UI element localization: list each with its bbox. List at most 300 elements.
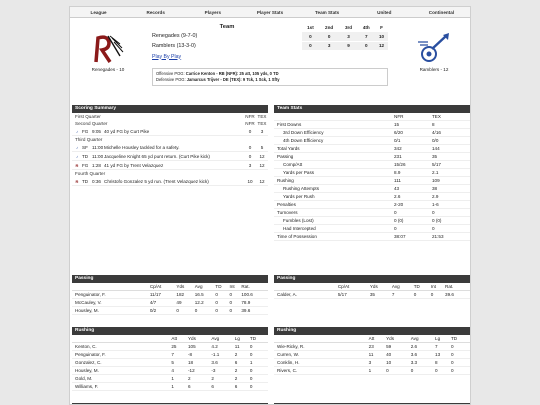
team-stat-away-value: 21:53	[432, 234, 444, 239]
stat-cell: 16.5	[195, 290, 216, 298]
quarter-col-away: TEX	[257, 114, 267, 119]
stat-cell: 0	[195, 306, 216, 314]
team-stat-label: Rushing	[277, 178, 294, 183]
player-name[interactable]: Housley, M.	[72, 366, 171, 374]
stat-cell: 0	[176, 306, 194, 314]
stat-cell: 0	[215, 298, 229, 306]
stat-cell: 10	[386, 358, 411, 366]
team-stat-away-value: 0 (0)	[432, 218, 442, 223]
score-cell: 7	[358, 32, 375, 41]
scoring-play	[72, 177, 268, 186]
stat-cell: 2	[211, 374, 234, 382]
team-stat-label: Yards per Pass	[283, 170, 315, 175]
stat-cell: 2	[235, 374, 250, 382]
stat-table-row	[274, 350, 470, 358]
stat-cell: -12	[188, 366, 211, 374]
stat-cell: 0	[414, 290, 431, 298]
play-type: TD	[82, 153, 89, 159]
score-cell: 0	[319, 32, 340, 41]
stat-cell: 182	[176, 290, 194, 298]
stat-column-header: Rat.	[241, 283, 268, 290]
team-stat-row	[274, 169, 470, 177]
team-stats-panel	[274, 105, 470, 241]
away-team-block	[404, 32, 464, 72]
team-stat-away-value: 1-6	[432, 202, 439, 207]
stat-column-header: Yds	[188, 335, 211, 342]
stat-cell: 49	[176, 298, 194, 306]
stat-cell: -3	[211, 366, 234, 374]
nav-united[interactable]: United	[377, 10, 392, 15]
passing-home-title: Passing	[72, 275, 268, 283]
stat-cell: 40	[386, 350, 411, 358]
stat-cell: 0	[215, 290, 229, 298]
rushing-away-title: Rushing	[274, 327, 470, 335]
stat-cell: 0	[230, 298, 242, 306]
nav-records[interactable]: Records	[146, 10, 165, 15]
stat-table-row	[274, 342, 470, 350]
score-table	[152, 22, 388, 51]
scoring-summary-title: Scoring Summary	[72, 105, 268, 113]
play-description: 41 yd FG by Trent Velazquez	[104, 162, 164, 168]
quarter-label: First Quarter	[75, 114, 101, 119]
quarter-header	[72, 120, 268, 127]
nav-player-stats[interactable]: Player Stats	[256, 10, 284, 15]
team-stat-away-value: 0	[432, 226, 435, 231]
team-stat-label: Yards per Rush	[283, 194, 315, 199]
player-name[interactable]: McCauley, V.	[72, 298, 150, 306]
team-stat-label: Penalties	[277, 202, 296, 207]
team-stat-home-value: 111	[394, 178, 401, 183]
stat-table-row	[274, 290, 470, 298]
offensive-pog-value[interactable]: Carrice Kenton - RB (NFR): 25 att, 105 yds, 0 TD	[185, 70, 279, 76]
score-row-away	[152, 41, 388, 50]
team-stat-away-value: 5/17	[432, 162, 441, 167]
stat-cell: 2	[188, 374, 211, 382]
passing-home-table	[72, 283, 268, 315]
away-team-caption: Ramblers - 12	[419, 67, 449, 72]
stat-cell: 3.6	[411, 350, 435, 358]
stat-cell: 0	[386, 366, 411, 374]
player-name[interactable]: Rivers, C.	[274, 366, 369, 374]
score-team-name[interactable]: Ramblers (13-3-0)	[152, 41, 302, 50]
team-stat-away-value: 109	[432, 178, 440, 183]
play-time: 0:36	[92, 178, 101, 184]
stat-column-header: Avg	[195, 283, 216, 290]
scoring-play	[72, 152, 268, 161]
team-stats-col-home: NFR	[394, 114, 404, 119]
play-description: 40 yd FG by Curt Pike	[104, 128, 150, 134]
stat-column-header	[274, 335, 369, 342]
score-final: 12	[375, 41, 388, 50]
team-stat-row	[274, 233, 470, 241]
stat-column-header: TD	[250, 335, 268, 342]
stat-column-header: Avg	[392, 283, 414, 290]
rushing-away-panel	[274, 327, 470, 375]
stat-column-header: Rat.	[445, 283, 470, 290]
team-stat-away-value: 2.9	[432, 194, 439, 199]
stat-column-header: Cp/At	[338, 283, 370, 290]
home-team-block	[78, 32, 138, 72]
player-name[interactable]: Gold, M.	[72, 374, 171, 382]
stat-column-header: Cp/At	[150, 283, 177, 290]
player-name[interactable]: Williams, F.	[72, 382, 171, 390]
passing-away-panel	[274, 275, 470, 299]
score-cell: 0	[302, 32, 319, 41]
rushing-home-title: Rushing	[72, 327, 268, 335]
quarter-header	[72, 136, 268, 143]
team-stat-label: Total Yards	[277, 146, 300, 151]
team-stat-row	[274, 193, 470, 201]
team-stat-away-value: 144	[432, 146, 440, 151]
score-header-q1: 1st	[307, 24, 314, 30]
stat-cell: 0	[431, 290, 445, 298]
stat-cell: 0	[451, 358, 470, 366]
stat-column-header: Int	[230, 283, 242, 290]
play-score-home: 3	[248, 162, 252, 168]
stat-cell: 59	[386, 342, 411, 350]
team-stat-away-value: 35	[432, 154, 438, 159]
stat-table-row	[72, 366, 268, 374]
stat-column-header: Lg	[435, 335, 451, 342]
stat-cell: 0	[451, 350, 470, 358]
team-stat-label: Rushing Attempts	[283, 186, 320, 191]
team-stat-home-value: 2-20	[394, 202, 404, 207]
stat-cell: 0	[250, 366, 268, 374]
play-time: 1:28	[92, 162, 101, 168]
stat-cell: 3.6	[211, 358, 234, 366]
team-stats-header-spacer	[274, 113, 394, 120]
team-stat-home-value: 43	[394, 186, 400, 191]
score-header-q2: 2nd	[325, 24, 334, 30]
stat-cell: 6	[235, 382, 250, 390]
team-stat-home-value: 0	[394, 210, 397, 215]
player-name[interactable]: Gonzalez, C.	[72, 358, 171, 366]
stat-table-header	[72, 283, 268, 290]
stat-cell: 0	[250, 382, 268, 390]
stat-cell: 0	[230, 290, 242, 298]
score-cell: 3	[319, 41, 340, 50]
stat-cell: -1.1	[211, 350, 234, 358]
defensive-pog-label: Defensive POG:	[156, 76, 186, 82]
stat-column-header: TD	[215, 283, 229, 290]
team-stat-away-value: 8	[432, 122, 435, 127]
play-score-home: 0	[248, 153, 252, 159]
nav-team-stats[interactable]: Team Stats	[315, 10, 340, 15]
ramblers-team-icon: ♪	[76, 153, 78, 159]
stat-column-header: Yds	[176, 283, 194, 290]
team-stat-row	[274, 161, 470, 169]
team-stats-col-away: TEX	[432, 114, 441, 119]
stat-column-header	[72, 283, 150, 290]
score-cell: 0	[302, 41, 319, 50]
team-stat-away-value: 38	[432, 186, 438, 191]
nav-league[interactable]: League	[90, 10, 107, 15]
stat-table-header	[72, 335, 268, 342]
offensive-pog-label: Offensive POG:	[156, 70, 185, 76]
stat-column-header: Int	[431, 283, 445, 290]
quarter-col-home: NFR	[245, 114, 255, 119]
stat-cell: 5/17	[338, 290, 370, 298]
team-stat-label: First Downs	[277, 122, 302, 127]
player-name[interactable]: Calder, A.	[274, 290, 338, 298]
home-team-caption: Renegades - 10	[91, 67, 125, 72]
team-stat-row	[274, 225, 470, 233]
stat-table-row	[72, 382, 268, 390]
stat-cell: 13	[435, 350, 451, 358]
stat-cell: 0	[411, 366, 435, 374]
team-stat-home-value: 38:07	[394, 234, 406, 239]
stat-cell: 0	[250, 374, 268, 382]
play-description: Jacqueline Knight 65 yd punt return. (Curt Pike kick)	[104, 153, 210, 159]
team-stats-body	[274, 121, 470, 241]
stat-cell: 1	[171, 374, 188, 382]
scoreboard	[152, 22, 388, 86]
stat-cell: 7	[171, 350, 188, 358]
quarter-col-away: TEX	[257, 121, 267, 126]
stat-cell: 12.2	[195, 298, 216, 306]
stat-column-header: Yds	[386, 335, 411, 342]
team-stat-home-value: 15/26	[394, 162, 406, 167]
stat-cell: 4/7	[150, 298, 177, 306]
player-name[interactable]: Kenton, C.	[72, 342, 171, 350]
stat-cell: 0	[250, 350, 268, 358]
stat-column-header: TD	[451, 335, 470, 342]
play-description: Michelle Housley tackled for a safety.	[104, 144, 180, 150]
defensive-pog	[156, 77, 384, 83]
stat-cell: 0	[215, 306, 229, 314]
score-header-team: Team	[219, 24, 235, 30]
team-stat-row	[274, 137, 470, 145]
game-header	[70, 18, 470, 103]
stat-cell: 3.3	[411, 358, 435, 366]
stat-cell: 2.6	[411, 342, 435, 350]
ramblers-guitar-logo-icon[interactable]	[416, 32, 452, 64]
team-stat-home-value: 0 (0)	[394, 218, 404, 223]
stat-cell: 23	[369, 342, 386, 350]
player-name[interactable]: Penguinator, F.	[72, 290, 150, 298]
stat-column-header: Att	[171, 335, 188, 342]
team-stat-home-value: 6/20	[394, 130, 403, 135]
stat-column-header: Att	[369, 335, 386, 342]
quarter-label: Fourth Quarter	[75, 171, 106, 176]
stat-table-row	[72, 306, 268, 314]
score-row-home	[152, 32, 388, 41]
stat-cell: 7	[435, 342, 451, 350]
scoring-play	[72, 143, 268, 152]
stat-cell: 0/2	[150, 306, 177, 314]
team-stat-label: 4th Down Efficiency	[283, 138, 324, 143]
stat-column-header: Avg	[411, 335, 435, 342]
stat-cell: 11	[235, 342, 250, 350]
team-stat-home-value: 231	[394, 154, 402, 159]
score-cell: 3	[339, 32, 357, 41]
stat-cell: 6	[188, 382, 211, 390]
stat-column-header: Lg	[235, 335, 250, 342]
stat-cell: 11	[369, 350, 386, 358]
team-stat-home-value: 15	[394, 122, 400, 127]
team-stat-row	[274, 217, 470, 225]
rushing-away-table	[274, 335, 470, 375]
scoring-play	[72, 161, 268, 170]
stat-cell: 0	[435, 366, 451, 374]
scoring-play	[72, 127, 268, 136]
stat-table-row	[72, 350, 268, 358]
nav-players[interactable]: Players	[204, 10, 222, 15]
stat-cell: 6	[211, 382, 234, 390]
score-header-final: F	[380, 24, 383, 30]
stat-table-row	[274, 366, 470, 374]
team-stat-row	[274, 129, 470, 137]
score-team-name[interactable]: Renegades (9-7-0)	[152, 32, 302, 41]
rushing-home-panel	[72, 327, 268, 391]
team-stat-home-value: 8.9	[394, 170, 401, 175]
nav-continental[interactable]: Continental	[428, 10, 455, 15]
stat-cell: 2	[235, 366, 250, 374]
player-name[interactable]: Wie-Ricky, R.	[274, 342, 369, 350]
stat-cell: 0	[451, 342, 470, 350]
play-score-home: 10	[247, 178, 253, 184]
renegades-team-icon: R	[75, 178, 79, 184]
player-name[interactable]: Penguinator, F.	[72, 350, 171, 358]
quarter-header	[72, 170, 268, 177]
stat-cell: 18	[188, 358, 211, 366]
play-type: FG	[82, 128, 89, 134]
passing-home-panel	[72, 275, 268, 315]
team-stat-row	[274, 121, 470, 129]
team-stat-label: Fumbles (Lost)	[283, 218, 314, 223]
play-time: 11:00	[92, 144, 104, 150]
quarter-label: Third Quarter	[75, 137, 103, 142]
team-stats-header	[274, 113, 470, 121]
stat-cell: 78.9	[241, 298, 268, 306]
stat-cell: 8	[435, 358, 451, 366]
play-score-home: 0	[248, 144, 252, 150]
renegades-logo-icon[interactable]	[90, 32, 126, 64]
quarter-col-home: NFR	[245, 121, 255, 126]
team-stat-row	[274, 145, 470, 153]
team-stat-label: Comp/Att	[283, 162, 303, 167]
player-name[interactable]: Housley, M.	[72, 306, 150, 314]
team-stat-away-value: 2.1	[432, 170, 439, 175]
stat-table-header	[274, 283, 470, 290]
stat-cell: -8	[188, 350, 211, 358]
play-type: FG	[82, 162, 89, 168]
score-cell: 0	[358, 41, 375, 50]
passing-away-table	[274, 283, 470, 299]
players-of-game	[152, 68, 388, 86]
team-stat-home-value: 342	[394, 146, 402, 151]
stat-table-header	[274, 335, 470, 342]
stat-table-row	[72, 290, 268, 298]
score-header-q4: 4th	[362, 24, 370, 30]
player-name[interactable]: Curren, W.	[274, 350, 369, 358]
play-type: TD	[82, 178, 89, 184]
team-stat-row	[274, 209, 470, 217]
rushing-home-table	[72, 335, 268, 391]
team-stat-label: 3rd Down Efficiency	[283, 130, 324, 135]
play-score-away: 5	[260, 144, 264, 150]
team-stat-label: Had Intercepted	[283, 226, 316, 231]
stat-table-row	[72, 358, 268, 366]
stat-cell: 7	[392, 290, 414, 298]
stat-table-row	[72, 342, 268, 350]
team-stat-home-value: 2.6	[394, 194, 401, 199]
stat-cell: 0	[230, 306, 242, 314]
quarter-label: Second Quarter	[75, 121, 108, 126]
team-stat-row	[274, 185, 470, 193]
team-stat-away-value: 4/16	[432, 130, 441, 135]
stat-cell: 100.6	[241, 290, 268, 298]
play-time: 9:05	[92, 128, 101, 134]
top-nav	[70, 7, 470, 18]
stat-cell: 5	[171, 358, 188, 366]
play-type: SF	[82, 144, 88, 150]
stat-column-header: TD	[414, 283, 431, 290]
team-stat-row	[274, 153, 470, 161]
stat-cell: 0	[250, 342, 268, 350]
play-score-away: 12	[259, 162, 265, 168]
stat-table-row	[274, 358, 470, 366]
stat-cell: 0	[451, 366, 470, 374]
stat-table-row	[72, 298, 268, 306]
stat-cell: 35	[370, 290, 392, 298]
team-stat-away-value: 0/0	[432, 138, 439, 143]
stat-cell: 39.6	[445, 290, 470, 298]
stat-cell: 3	[369, 358, 386, 366]
team-stat-row	[274, 177, 470, 185]
stat-cell: 105	[188, 342, 211, 350]
team-stats-title: Team Stats	[274, 105, 470, 113]
score-final: 10	[375, 32, 388, 41]
ramblers-team-icon: ♪	[76, 144, 78, 150]
play-by-play-link[interactable]: Play By Play	[152, 53, 182, 60]
player-name[interactable]: Conklin, H.	[274, 358, 369, 366]
stat-column-header	[274, 283, 338, 290]
stat-cell: 2	[235, 350, 250, 358]
play-score-home: 0	[248, 128, 252, 134]
stat-table-row	[72, 374, 268, 382]
stat-cell: 25	[171, 342, 188, 350]
stat-cell: 1	[171, 382, 188, 390]
stat-cell: 1	[369, 366, 386, 374]
play-score-away: 12	[259, 178, 265, 184]
game-page	[69, 6, 471, 405]
play-time: 11:00	[92, 153, 104, 159]
stat-cell: 11/17	[150, 290, 177, 298]
ramblers-team-icon: ♪	[76, 128, 78, 134]
quarter-header	[72, 113, 268, 120]
team-stat-label: Turnovers	[277, 210, 298, 215]
stat-cell: 39.6	[241, 306, 268, 314]
stat-column-header	[72, 335, 171, 342]
score-header-q3: 3rd	[344, 24, 353, 30]
play-description: Christofo Gonzalez 5 yd run. (Trent Velazquez kick)	[104, 178, 209, 184]
scoring-summary-panel	[72, 105, 268, 186]
stat-cell: 4.2	[211, 342, 234, 350]
play-score-away: 12	[259, 153, 265, 159]
play-score-away: 3	[260, 128, 264, 134]
defensive-pog-value[interactable]: Jamarcus Trijver - DE (TEX): 9 Tck, 1 Sck, 1 Sfty	[186, 76, 280, 82]
stat-cell: 4	[171, 366, 188, 374]
stat-column-header: Yds	[370, 283, 392, 290]
team-stat-away-value: 0	[432, 210, 435, 215]
team-stat-label: Passing	[277, 154, 294, 159]
team-stat-label: Time of Possession	[277, 234, 317, 239]
score-cell: 9	[339, 41, 357, 50]
team-stat-home-value: 0/1	[394, 138, 401, 143]
team-stat-home-value: 0	[394, 226, 397, 231]
stat-cell: 1	[250, 358, 268, 366]
